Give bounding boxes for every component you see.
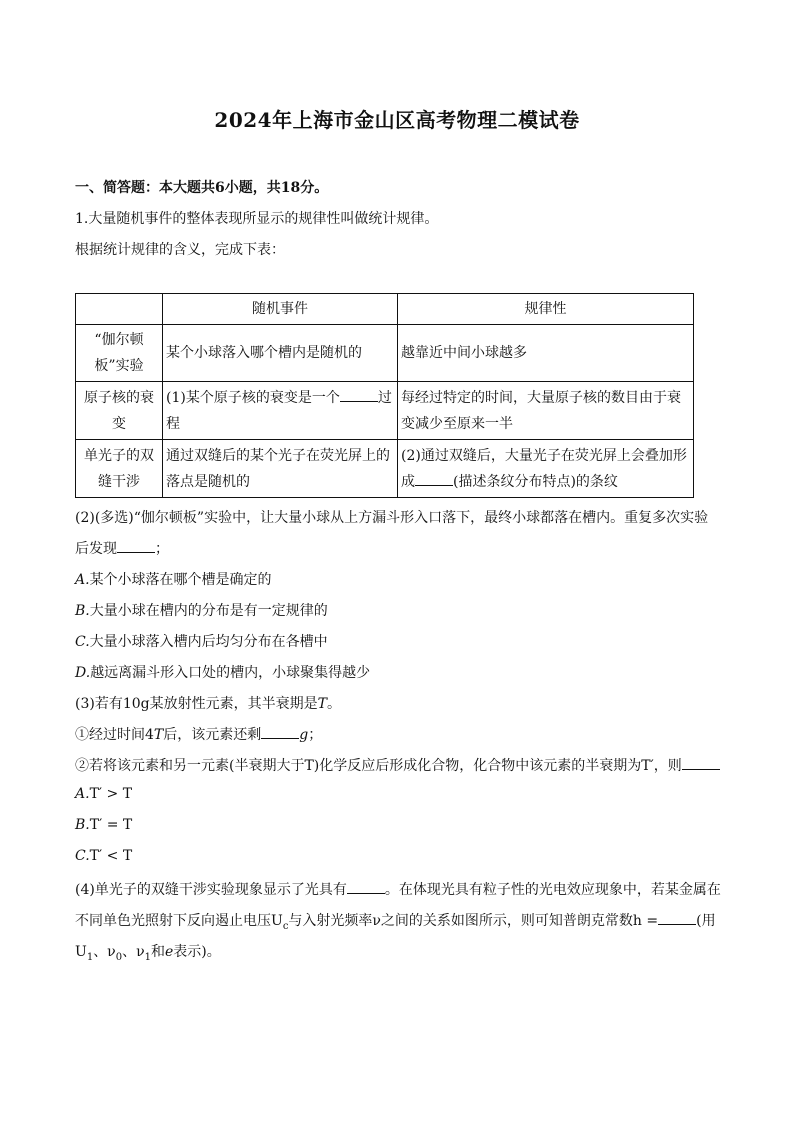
table-row-label: 单光子的双缝干涉 (76, 440, 163, 498)
table-header-random: 随机事件 (163, 294, 398, 325)
answer-blank[interactable] (347, 881, 385, 894)
q1-intro: 1.大量随机事件的整体表现所显示的规律性叫做统计规律。 (75, 211, 439, 227)
answer-blank[interactable] (658, 912, 696, 925)
q2-option-a: A.某个小球落在哪个槽是确定的 (75, 572, 272, 588)
q3-line: (3)若有10g某放射性元素，其半衰期是T。 (75, 696, 341, 712)
q3-sub2: ②若将该元素和另一元素(半衰期大于T)化学反应后形成化合物，化合物中该元素的半衰期为T′，则 (75, 755, 720, 775)
answer-blank[interactable] (261, 726, 299, 739)
q3-option-c: C.T′ < T (75, 848, 133, 864)
table-cell-random: 某个小球落入哪个槽内是随机的 (163, 325, 398, 382)
q4-line3: $U_1$、$\nu_0$、$\nu_1$和e表示)。 (75, 944, 221, 963)
table-cell-rule: 越靠近中间小球越多 (398, 325, 694, 382)
q4-line1: (4)单光子的双缝干涉实验现象显示了光具有 。在体现光具有粒子性的光电效应现象中，若某金属在 (75, 882, 721, 898)
answer-blank[interactable] (415, 473, 453, 486)
answer-blank[interactable] (340, 389, 378, 402)
table-header-empty (76, 294, 163, 325)
table-cell-rule: 每经过特定的时间，大量原子核的数目由于衰变减少至原来一半 (398, 382, 694, 440)
q3-option-a: A.T′ > T (75, 786, 133, 802)
answer-blank[interactable] (682, 757, 720, 770)
table-header-rule: 规律性 (398, 294, 694, 325)
q2-line2: 后发现 ； (75, 541, 169, 557)
statistics-table (75, 293, 694, 498)
q2-line1: (2)(多选)“伽尔顿板”实验中，让大量小球从上方漏斗形入口落下，最终小球都落在槽内。重复多次实验 (75, 510, 709, 526)
page-title: 2024年上海市金山区高考物理二模试卷 (214, 108, 580, 132)
q2-option-c: C.大量小球落入槽内后均匀分布在各槽中 (75, 634, 328, 650)
table-cell-rule: (2)通过双缝后，大量光子在荧光屏上会叠加形成 (描述条纹分布特点)的条纹 (398, 440, 694, 498)
section-heading: 一、简答题：本大题共6小题，共18分。 (75, 180, 329, 196)
q3-sub1: ①经过时间4T后，该元素还剩 g； (75, 727, 323, 743)
table-cell-random: 通过双缝后的某个光子在荧光屏上的落点是随机的 (163, 440, 398, 498)
table-cell-random: (1)某个原子核的衰变是一个 过程 (163, 382, 398, 440)
q3-option-b: B.T′ = T (75, 817, 133, 833)
answer-blank[interactable] (117, 540, 155, 553)
q2-option-b: B.大量小球在槽内的分布是有一定规律的 (75, 603, 328, 619)
table-row-label: 原子核的衰变 (76, 382, 163, 440)
table-row-label: “伽尔顿板”实验 (76, 325, 163, 382)
q4-line2: 不同单色光照射下反向遏止电压$U_c$与入射光频率ν之间的关系如图所示，则可知普朗克常数h = (用 (75, 913, 716, 932)
q1-instruction: 根据统计规律的含义，完成下表： (75, 242, 285, 258)
q2-option-d: D.越远离漏斗形入口处的槽内，小球聚集得越少 (75, 665, 371, 681)
